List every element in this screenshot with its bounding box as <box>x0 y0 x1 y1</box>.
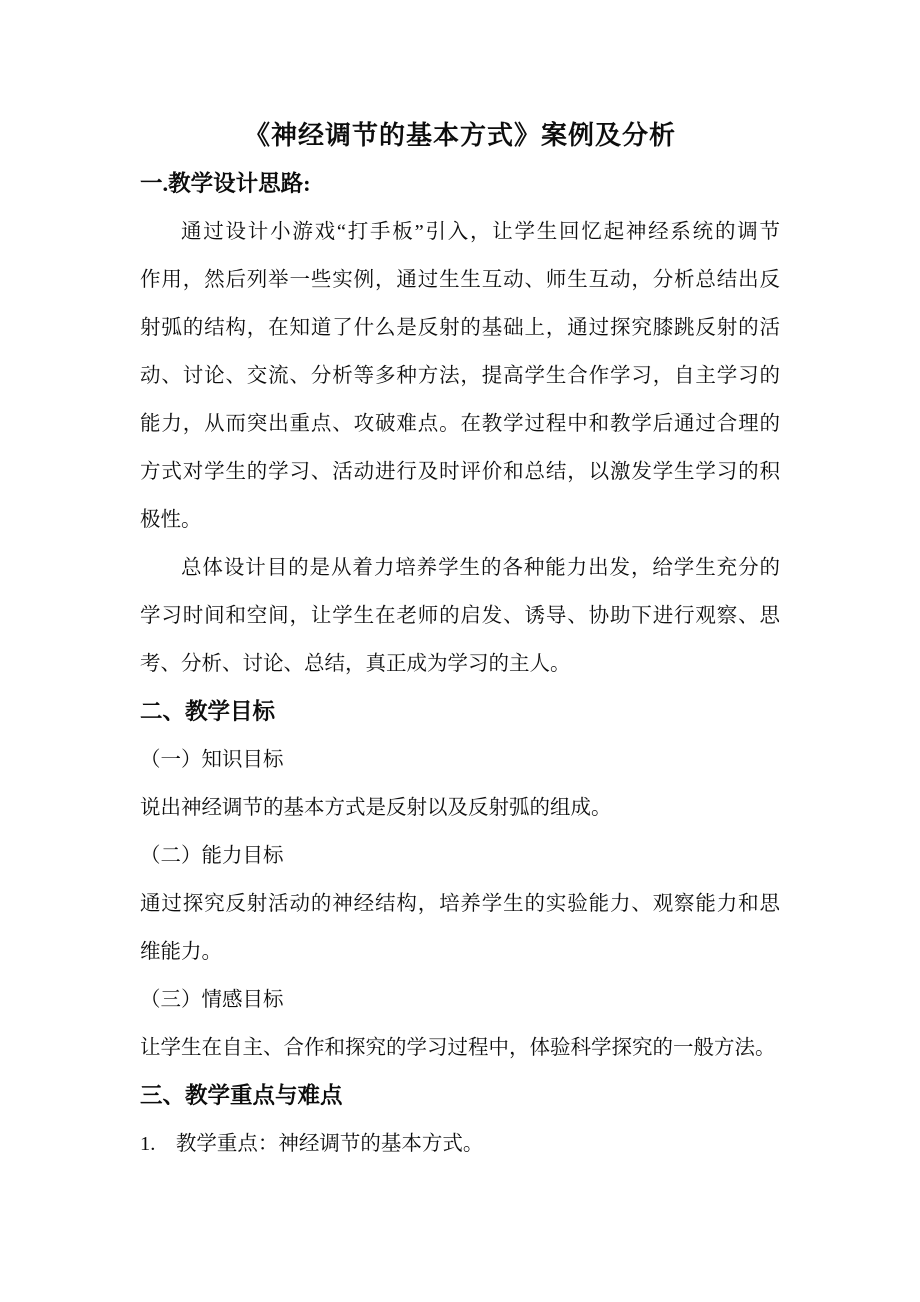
document-title: 《神经调节的基本方式》案例及分析 <box>243 121 676 150</box>
paragraph-1-line-1: 通过设计小游戏“打手板”引入，让学生回忆起神经系统的调节 <box>181 221 780 243</box>
paragraph-1-line-3: 射弧的结构，在知道了什么是反射的基础上，通过探究膝跳反射的活 <box>140 317 780 339</box>
objective-3-heading: （三）情感目标 <box>140 989 284 1011</box>
objective-2-body-line-2: 维能力。 <box>140 941 222 963</box>
section-3-item-1: 1. 教学重点：神经调节的基本方式。 <box>140 1133 484 1155</box>
paragraph-1-line-4: 动、讨论、交流、分析等多种方法，提高学生合作学习，自主学习的 <box>140 365 780 387</box>
section-3-heading: 三、教学重点与难点 <box>140 1083 343 1108</box>
objective-2-heading: （二）能力目标 <box>140 845 284 867</box>
section-2-heading: 二、教学目标 <box>140 699 276 724</box>
objective-3-body: 让学生在自主、合作和探究的学习过程中，体验科学探究的一般方法。 <box>140 1037 776 1059</box>
objective-2-body-line-1: 通过探究反射活动的神经结构，培养学生的实验能力、观察能力和思 <box>140 893 780 915</box>
paragraph-2-line-1: 总体设计目的是从着力培养学生的各种能力出发，给学生充分的 <box>181 557 780 579</box>
paragraph-1-line-6: 方式对学生的学习、活动进行及时评价和总结，以激发学生学习的积 <box>140 461 780 483</box>
objective-1-body: 说出神经调节的基本方式是反射以及反射弧的组成。 <box>140 797 612 819</box>
objective-1-heading: （一）知识目标 <box>140 749 284 771</box>
paragraph-1-line-7: 极性。 <box>140 509 202 531</box>
paragraph-1-line-2: 作用，然后列举一些实例，通过生生互动、师生互动，分析总结出反 <box>140 269 780 291</box>
paragraph-1-line-5: 能力，从而突出重点、攻破难点。在教学过程中和教学后通过合理的 <box>140 413 780 435</box>
paragraph-2-line-3: 考、分析、讨论、总结，真正成为学习的主人。 <box>140 653 571 675</box>
section-1-heading: 一.教学设计思路: <box>140 171 311 196</box>
paragraph-2-line-2: 学习时间和空间，让学生在老师的启发、诱导、协助下进行观察、思 <box>140 605 780 627</box>
